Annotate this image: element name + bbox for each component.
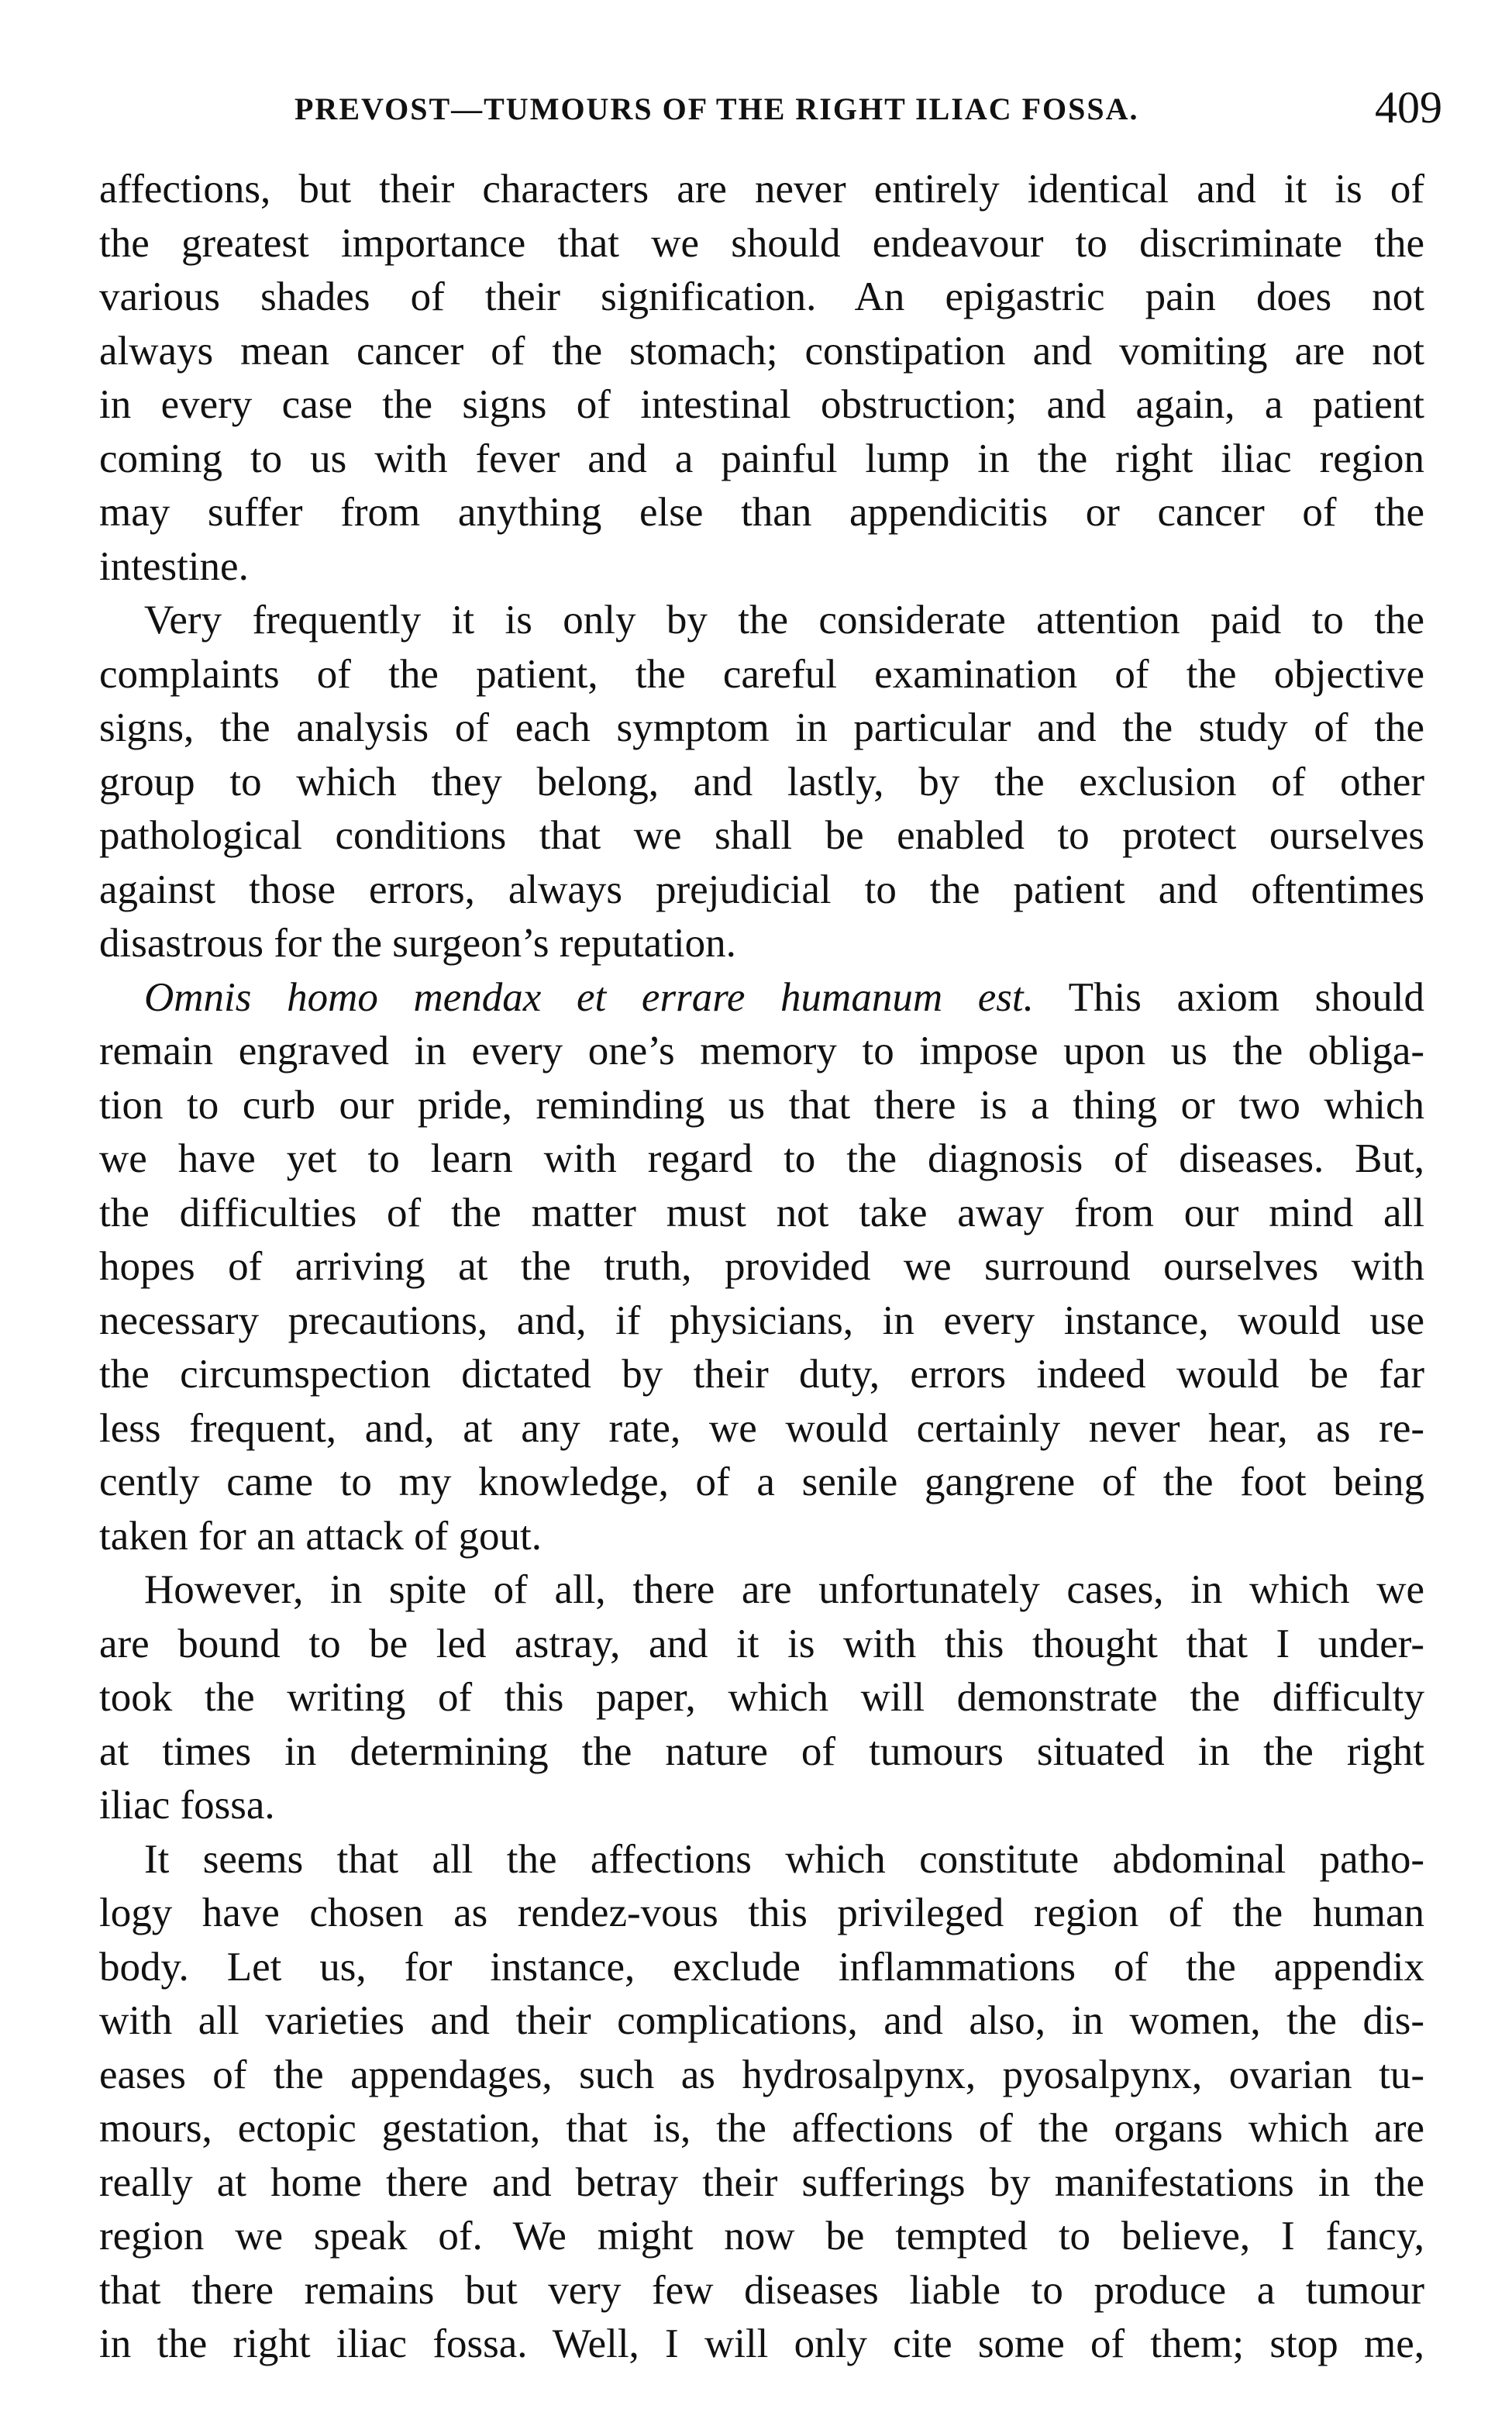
text-line	[99, 1240, 1424, 1294]
text-line	[99, 2049, 1424, 2103]
line-text: various shades of their signification. An epigastric pain does not	[99, 274, 1424, 319]
text-line	[99, 648, 1424, 702]
text-line	[99, 217, 1424, 271]
line-text: intestine.	[99, 543, 249, 589]
line-text: that there remains but very few diseases liable to produce a tumour	[99, 2267, 1424, 2313]
text-line	[99, 917, 1424, 971]
body-text	[99, 163, 1424, 2372]
line-text: disastrous for the surgeon’s reputation.	[99, 921, 736, 966]
line-text: It seems that all the affections which constitute abdominal patho-	[144, 1836, 1424, 1882]
text-line	[99, 863, 1424, 918]
italic-phrase: Omnis homo mendax et errare humanum est.	[144, 974, 1034, 1020]
text-line	[99, 594, 1424, 648]
text-line	[99, 1402, 1424, 1456]
text-line	[99, 432, 1424, 487]
line-text: always mean cancer of the stomach; constipation and vomiting are not	[99, 328, 1424, 374]
text-line	[99, 1941, 1424, 1995]
text-line	[99, 809, 1424, 863]
text-line	[99, 1563, 1424, 1618]
running-head: PREVOST—TUMOURS OF THE RIGHT ILIAC FOSSA.	[294, 91, 1139, 126]
text-line	[99, 2264, 1424, 2318]
line-text: the greatest importance that we should endeavour to discriminate the	[99, 220, 1424, 266]
line-text: mours, ectopic gestation, that is, the affections of the organs which are	[99, 2106, 1424, 2151]
text-line	[99, 1025, 1424, 1079]
line-text: complaints of the patient, the careful examination of the objective	[99, 651, 1424, 697]
line-text: we have yet to learn with regard to the diagnosis of diseases. But,	[99, 1136, 1424, 1181]
line-text: iliac fossa.	[99, 1783, 275, 1828]
line-text: Very frequently it is only by the considerate attention paid to the	[144, 598, 1424, 643]
line-text: group to which they belong, and lastly, by the exclusion of other	[99, 759, 1424, 805]
line-text: logy have chosen as rendez-vous this privileged region of the human	[99, 1890, 1424, 1935]
line-text: in every case the signs of intestinal obstruction; and again, a patient	[99, 382, 1424, 427]
text-line	[99, 2156, 1424, 2211]
text-line	[99, 1079, 1424, 1133]
text-line	[99, 163, 1424, 217]
line-text: less frequent, and, at any rate, we would certainly never hear, as re-	[99, 1405, 1424, 1451]
text-line	[99, 1187, 1424, 1241]
text-line	[99, 540, 1424, 594]
line-text: at times in determining the nature of tumours situated in the right	[99, 1728, 1424, 1774]
text-line	[99, 1671, 1424, 1725]
text-line	[99, 701, 1424, 756]
text-line	[99, 1725, 1424, 1780]
line-text: hopes of arriving at the truth, provided we surround ourselves with	[99, 1244, 1424, 1289]
text-line	[99, 1132, 1424, 1187]
text-line	[99, 756, 1424, 810]
line-text: are bound to be led astray, and it is with this thought that I under-	[99, 1621, 1424, 1666]
text-line	[99, 1618, 1424, 1672]
line-text: signs, the analysis of each symptom in particular and the study of the	[99, 705, 1424, 750]
line-text: cently came to my knowledge, of a senile gangrene of the foot being	[99, 1459, 1424, 1504]
line-text: remain engraved in every one’s memory to impose upon us the obliga-	[99, 1029, 1424, 1073]
text-line	[99, 271, 1424, 325]
line-text: taken for an attack of gout.	[99, 1513, 542, 1559]
line-text: region we speak of. We might now be tempted to believe, I fancy,	[99, 2214, 1424, 2259]
text-line	[99, 1348, 1424, 1402]
text-line	[99, 378, 1424, 432]
text-line	[99, 1833, 1424, 1887]
text-line	[99, 2210, 1424, 2264]
text-line	[99, 971, 1424, 1025]
line-text: the circumspection dictated by their duty, errors indeed would be far	[99, 1352, 1424, 1397]
line-text: pathological conditions that we shall be enabled to protect ourselves	[99, 813, 1424, 858]
text-line	[99, 1994, 1424, 2049]
text-line	[99, 1887, 1424, 1941]
text-line	[99, 1779, 1424, 1833]
line-text: really at home there and betray their sufferings by manifestations in the	[99, 2159, 1424, 2205]
line-text: took the writing of this paper, which will demonstrate the difficulty	[99, 1675, 1424, 1720]
page-header	[101, 81, 1442, 143]
line-text: affections, but their characters are never entirely identical and it is of	[99, 167, 1424, 212]
text-line	[99, 2317, 1424, 2372]
text-line	[99, 486, 1424, 540]
text-line	[99, 1456, 1424, 1510]
line-text: body. Let us, for instance, exclude inflammations of the appendix	[99, 1944, 1424, 1990]
line-text: coming to us with fever and a painful lump in the right iliac region	[99, 436, 1424, 481]
line-text: This axiom should	[1033, 974, 1424, 1020]
text-line	[99, 2102, 1424, 2156]
line-text: against those errors, always prejudicial to the patient and oftentimes	[99, 867, 1424, 912]
line-text: in the right iliac fossa. Well, I will only cite some of them; stop me,	[99, 2321, 1424, 2366]
page-number: 409	[1375, 82, 1442, 133]
line-text: eases of the appendages, such as hydrosalpynx, pyosalpynx, ovarian tu-	[99, 2052, 1424, 2097]
text-line	[99, 1510, 1424, 1564]
line-text: necessary precautions, and, if physicians, in every instance, would use	[99, 1297, 1424, 1343]
text-line	[99, 1294, 1424, 1349]
line-text: However, in spite of all, there are unfortunately cases, in which we	[144, 1567, 1424, 1612]
text-line	[99, 325, 1424, 379]
line-text: may suffer from anything else than appendicitis or cancer of the	[99, 490, 1424, 535]
line-text: with all varieties and their complications, and also, in women, the dis-	[99, 1998, 1424, 2043]
line-text: the difficulties of the matter must not take away from our mind all	[99, 1190, 1424, 1235]
line-text: tion to curb our pride, reminding us that there is a thing or two which	[99, 1082, 1424, 1128]
